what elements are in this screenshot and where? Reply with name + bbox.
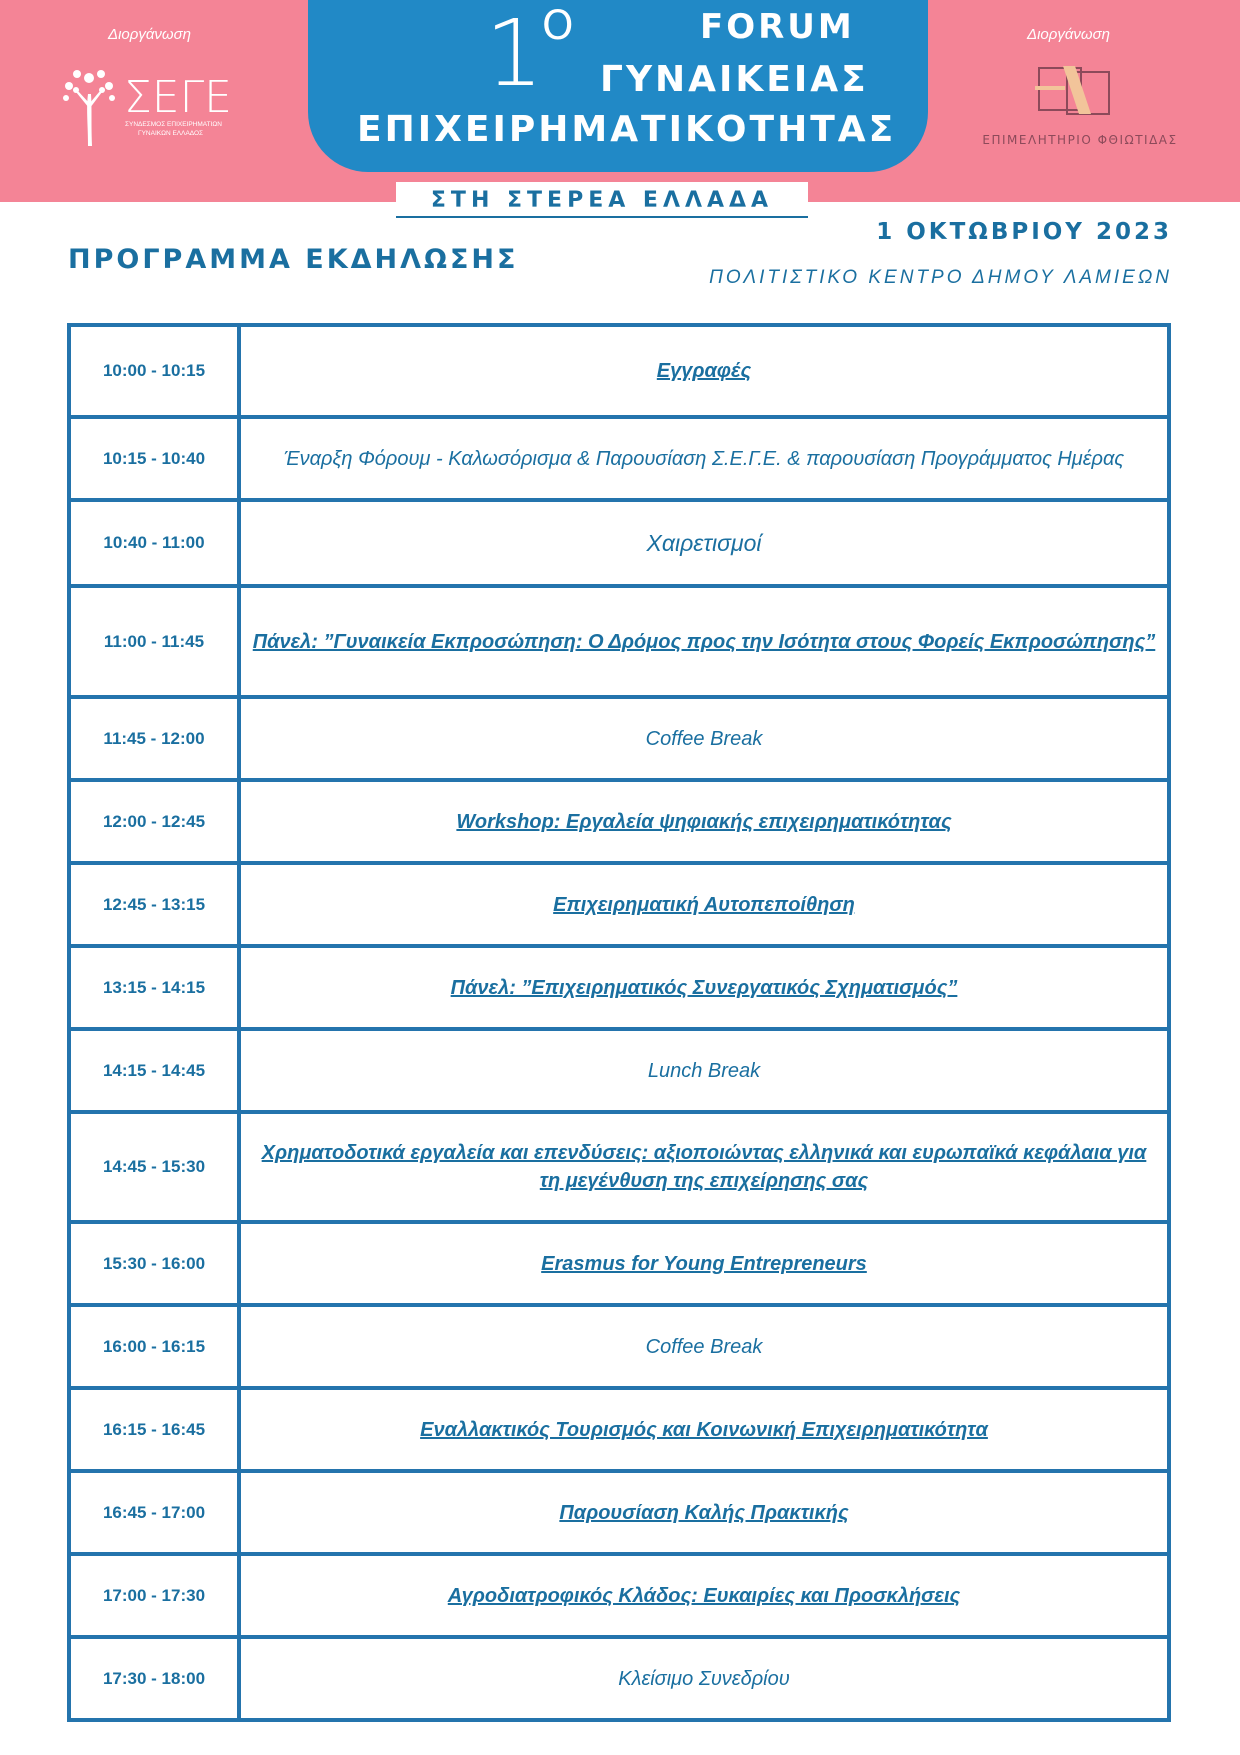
schedule-time: 12:45 - 13:15 bbox=[69, 863, 239, 946]
title-line-entrepreneurship: ΕΠΙΧΕΙΡΗΜΑΤΙΚΟΤΗΤΑΣ bbox=[357, 109, 897, 150]
schedule-activity-link[interactable]: Χρηματοδοτικά εργαλεία και επενδύσεις: αξιοποιώντας ελληνικά και ευρωπαϊκά κεφάλαια για τη μεγένθυση της επιχείρησης σας bbox=[239, 1112, 1169, 1222]
schedule-activity: Coffee Break bbox=[239, 697, 1169, 780]
sege-logo-subtitle-2: ΓΥΝΑΙΚΩΝ ΕΛΛΑΔΟΣ bbox=[138, 130, 204, 137]
schedule-time: 16:45 - 17:00 bbox=[69, 1471, 239, 1554]
sege-logo-text: ΣΕΓΕ bbox=[124, 72, 232, 123]
schedule-time: 10:40 - 11:00 bbox=[69, 500, 239, 586]
schedule-time: 10:15 - 10:40 bbox=[69, 417, 239, 500]
region-subtitle: ΣΤΗ ΣΤΕΡΕΑ ΕΛΛΑΔΑ bbox=[430, 188, 774, 213]
sege-logo bbox=[58, 64, 238, 154]
region-underline bbox=[396, 216, 808, 218]
schedule-time: 15:30 - 16:00 bbox=[69, 1222, 239, 1305]
title-line-forum: FORUM bbox=[700, 7, 855, 47]
schedule-activity-link[interactable]: Erasmus for Young Entrepreneurs bbox=[239, 1222, 1169, 1305]
schedule-row bbox=[69, 325, 1169, 417]
chamber-emblem-icon bbox=[1035, 66, 1109, 114]
schedule-row bbox=[69, 1029, 1169, 1112]
program-title: ΠΡΟΓΡΑΜΜΑ ΕΚΔΗΛΩΣΗΣ bbox=[68, 244, 519, 275]
title-line-womens: ΓΥΝΑΙΚΕΙΑΣ bbox=[600, 59, 869, 100]
schedule-time: 11:45 - 12:00 bbox=[69, 697, 239, 780]
schedule-activity-link[interactable]: Workshop: Εργαλεία ψηφιακής επιχειρηματικότητας bbox=[239, 780, 1169, 863]
schedule-time: 16:15 - 16:45 bbox=[69, 1388, 239, 1471]
title-superscript: Ο bbox=[542, 3, 574, 49]
schedule-activity: Coffee Break bbox=[239, 1305, 1169, 1388]
schedule-row bbox=[69, 697, 1169, 780]
organizer-label-right: Διοργάνωση bbox=[1027, 26, 1110, 43]
schedule-time: 12:00 - 12:45 bbox=[69, 780, 239, 863]
event-venue: ΠΟΛΙΤΙΣΤΙΚΟ ΚΕΝΤΡΟ ΔΗΜΟΥ ΛΑΜΙΕΩΝ bbox=[709, 267, 1172, 288]
tree-icon bbox=[63, 70, 115, 146]
schedule-activity-link[interactable]: Πάνελ: ”Γυναικεία Εκπροσώπηση: Ο Δρόμος προς την Ισότητα στους Φορείς Εκπροσώπησης” bbox=[239, 586, 1169, 697]
schedule-row bbox=[69, 586, 1169, 697]
schedule-row bbox=[69, 1112, 1169, 1222]
sege-logo-subtitle-1: ΣΥΝΔΕΣΜΟΣ ΕΠΙΧΕΙΡΗΜΑΤΙΩΝ bbox=[125, 121, 222, 128]
schedule-row bbox=[69, 863, 1169, 946]
chamber-logo-text: ΕΠΙΜΕΛΗΤΗΡΙΟ ΦΘΙΩΤΙΔΑΣ bbox=[982, 133, 1178, 147]
schedule-activity-link[interactable]: Αγροδιατροφικός Κλάδος: Ευκαιρίες και Προσκλήσεις bbox=[239, 1554, 1169, 1637]
schedule-time: 17:30 - 18:00 bbox=[69, 1637, 239, 1720]
event-date: 1 ΟΚΤΩΒΡΙΟΥ 2023 bbox=[876, 219, 1172, 245]
schedule-activity-link[interactable]: Παρουσίαση Καλής Πρακτικής bbox=[239, 1471, 1169, 1554]
schedule-time: 16:00 - 16:15 bbox=[69, 1305, 239, 1388]
schedule-activity: Κλείσιμο Συνεδρίου bbox=[239, 1637, 1169, 1720]
schedule-activity: Έναρξη Φόρουμ - Καλωσόρισμα & Παρουσίαση Σ.Ε.Γ.Ε. & παρουσίαση Προγράμματος Ημέρας bbox=[239, 417, 1169, 500]
schedule-activity-link[interactable]: Επιχειρηματική Αυτοπεποίθηση bbox=[239, 863, 1169, 946]
schedule-time: 14:45 - 15:30 bbox=[69, 1112, 239, 1222]
schedule-row bbox=[69, 1222, 1169, 1305]
chamber-logo bbox=[975, 62, 1185, 158]
schedule-row bbox=[69, 780, 1169, 863]
schedule-activity-link[interactable]: Εγγραφές bbox=[239, 325, 1169, 417]
title-number: 1 bbox=[485, 0, 544, 107]
organizer-label-left: Διοργάνωση bbox=[108, 26, 191, 43]
schedule-table bbox=[67, 323, 1171, 1722]
schedule-row bbox=[69, 417, 1169, 500]
schedule-time: 11:00 - 11:45 bbox=[69, 586, 239, 697]
schedule-activity-link[interactable]: Πάνελ: ”Επιχειρηματικός Συνεργατικός Σχηματισμός” bbox=[239, 946, 1169, 1029]
schedule-row bbox=[69, 500, 1169, 586]
schedule-activity: Χαιρετισμοί bbox=[239, 500, 1169, 586]
schedule-row bbox=[69, 1554, 1169, 1637]
schedule-activity-link[interactable]: Εναλλακτικός Τουρισμός και Κοινωνική Επιχειρηματικότητα bbox=[239, 1388, 1169, 1471]
schedule-row bbox=[69, 1471, 1169, 1554]
schedule-time: 17:00 - 17:30 bbox=[69, 1554, 239, 1637]
schedule-time: 14:15 - 14:45 bbox=[69, 1029, 239, 1112]
schedule-row bbox=[69, 1388, 1169, 1471]
schedule-row bbox=[69, 946, 1169, 1029]
schedule-time: 13:15 - 14:15 bbox=[69, 946, 239, 1029]
schedule-row bbox=[69, 1637, 1169, 1720]
schedule-activity: Lunch Break bbox=[239, 1029, 1169, 1112]
schedule-time: 10:00 - 10:15 bbox=[69, 325, 239, 417]
schedule-row bbox=[69, 1305, 1169, 1388]
